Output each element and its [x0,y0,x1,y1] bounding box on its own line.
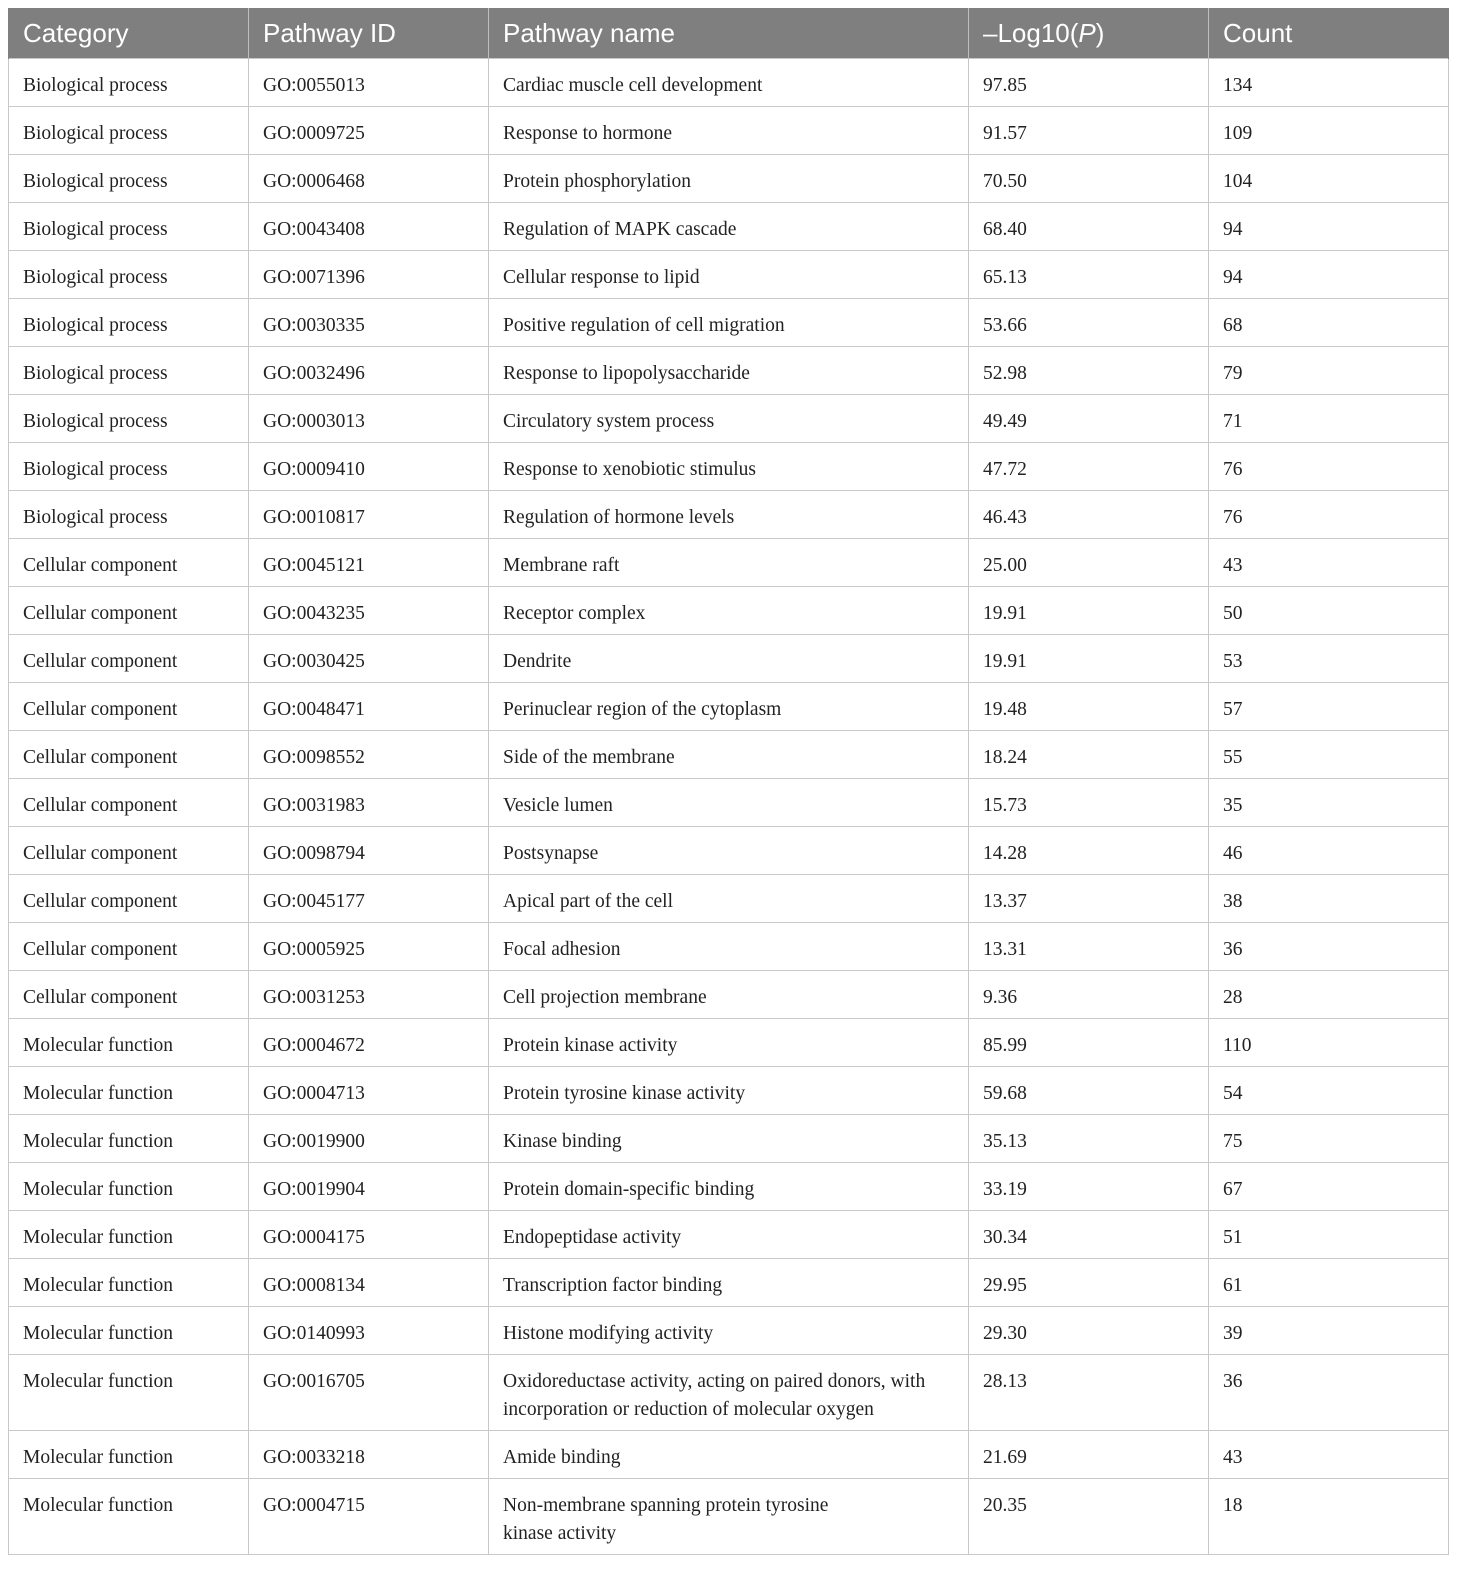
cell-pathway-name-line: incorporation or reduction of molecular oxygen [503,1399,874,1420]
cell-pathway-name: Apical part of the cell [489,875,969,923]
cell-log-p: 25.00 [969,539,1209,587]
cell-count: 57 [1209,683,1449,731]
cell-category: Cellular component [9,731,249,779]
cell-category: Molecular function [9,1163,249,1211]
cell-count: 110 [1209,1019,1449,1067]
cell-log-p: 97.85 [969,59,1209,107]
cell-count: 43 [1209,1431,1449,1479]
table-row [9,1479,1449,1555]
cell-category: Molecular function [9,1431,249,1479]
cell-category: Biological process [9,491,249,539]
cell-log-p: 49.49 [969,395,1209,443]
cell-pathway-id: GO:0031253 [249,971,489,1019]
cell-log-p: 47.72 [969,443,1209,491]
table-row [9,1355,1449,1431]
cell-log-p: 28.13 [969,1355,1209,1431]
cell-log-p: 21.69 [969,1431,1209,1479]
table-row [9,1163,1449,1211]
cell-pathway-name: Positive regulation of cell migration [489,299,969,347]
cell-pathway-name-line: Oxidoreductase activity, acting on paired donors, with [503,1371,926,1392]
cell-category: Molecular function [9,1019,249,1067]
cell-count: 35 [1209,779,1449,827]
cell-pathway-id: GO:0004672 [249,1019,489,1067]
cell-pathway-id: GO:0032496 [249,347,489,395]
cell-pathway-name: Response to hormone [489,107,969,155]
cell-count: 94 [1209,251,1449,299]
cell-category: Biological process [9,299,249,347]
table-row [9,1431,1449,1479]
cell-count: 51 [1209,1211,1449,1259]
cell-log-p: 19.48 [969,683,1209,731]
cell-pathway-name: Response to lipopolysaccharide [489,347,969,395]
cell-count: 134 [1209,59,1449,107]
cell-pathway-name: Regulation of hormone levels [489,491,969,539]
cell-count: 46 [1209,827,1449,875]
cell-log-p: 15.73 [969,779,1209,827]
cell-pathway-id: GO:0016705 [249,1355,489,1431]
cell-pathway-name: Protein domain-specific binding [489,1163,969,1211]
cell-category: Cellular component [9,683,249,731]
table-row [9,971,1449,1019]
table-row [9,155,1449,203]
cell-log-p: 53.66 [969,299,1209,347]
cell-pathway-name: Membrane raft [489,539,969,587]
table-row [9,1307,1449,1355]
table-row [9,635,1449,683]
cell-pathway-name: Vesicle lumen [489,779,969,827]
cell-pathway-name: Amide binding [489,1431,969,1479]
cell-pathway-name: Circulatory system process [489,395,969,443]
cell-pathway-name: Perinuclear region of the cytoplasm [489,683,969,731]
cell-pathway-id: GO:0045121 [249,539,489,587]
cell-pathway-id: GO:0048471 [249,683,489,731]
cell-pathway-name: Histone modifying activity [489,1307,969,1355]
table-row [9,539,1449,587]
cell-category: Molecular function [9,1479,249,1555]
cell-count: 79 [1209,347,1449,395]
cell-count: 104 [1209,155,1449,203]
cell-pathway-id: GO:0031983 [249,779,489,827]
cell-log-p: 35.13 [969,1115,1209,1163]
cell-category: Biological process [9,203,249,251]
cell-count: 50 [1209,587,1449,635]
cell-log-p: 33.19 [969,1163,1209,1211]
cell-log-p: 59.68 [969,1067,1209,1115]
cell-count: 28 [1209,971,1449,1019]
cell-category: Molecular function [9,1355,249,1431]
cell-pathway-name: Response to xenobiotic stimulus [489,443,969,491]
cell-count: 75 [1209,1115,1449,1163]
cell-pathway-name: Regulation of MAPK cascade [489,203,969,251]
go-enrichment-table-container [8,8,1448,1555]
table-row [9,107,1449,155]
cell-log-p: 19.91 [969,587,1209,635]
cell-pathway-id: GO:0140993 [249,1307,489,1355]
cell-pathway-name [489,1479,969,1555]
cell-category: Cellular component [9,827,249,875]
cell-pathway-name [489,1355,969,1431]
cell-pathway-id: GO:0004713 [249,1067,489,1115]
cell-count: 54 [1209,1067,1449,1115]
cell-pathway-id: GO:0043235 [249,587,489,635]
cell-category: Cellular component [9,635,249,683]
cell-pathway-id: GO:0033218 [249,1431,489,1479]
cell-category: Cellular component [9,779,249,827]
cell-count: 53 [1209,635,1449,683]
table-body [9,59,1449,1555]
cell-count: 109 [1209,107,1449,155]
cell-category: Biological process [9,155,249,203]
table-row [9,587,1449,635]
table-row [9,59,1449,107]
cell-log-p: 30.34 [969,1211,1209,1259]
cell-category: Molecular function [9,1211,249,1259]
cell-log-p: 70.50 [969,155,1209,203]
cell-pathway-name: Dendrite [489,635,969,683]
cell-log-p: 9.36 [969,971,1209,1019]
cell-pathway-name: Side of the membrane [489,731,969,779]
table-row [9,395,1449,443]
cell-pathway-id: GO:0009410 [249,443,489,491]
cell-category: Cellular component [9,875,249,923]
table-header [9,8,1449,59]
cell-count: 71 [1209,395,1449,443]
cell-pathway-name: Endopeptidase activity [489,1211,969,1259]
cell-log-p: 20.35 [969,1479,1209,1555]
table-row [9,1259,1449,1307]
cell-count: 76 [1209,443,1449,491]
header-row [9,8,1449,59]
header-log-p-var: P [1078,17,1096,48]
table-row [9,251,1449,299]
cell-category: Molecular function [9,1115,249,1163]
cell-category: Molecular function [9,1259,249,1307]
cell-log-p: 91.57 [969,107,1209,155]
table-row [9,1211,1449,1259]
cell-category: Biological process [9,443,249,491]
cell-log-p: 13.31 [969,923,1209,971]
cell-pathway-id: GO:0019904 [249,1163,489,1211]
table-row [9,875,1449,923]
cell-log-p: 19.91 [969,635,1209,683]
cell-pathway-id: GO:0098552 [249,731,489,779]
cell-pathway-id: GO:0098794 [249,827,489,875]
cell-pathway-name-line: kinase activity [503,1523,617,1544]
cell-pathway-name: Transcription factor binding [489,1259,969,1307]
header-log-p-prefix: –Log10( [983,17,1079,48]
header-pathway-id: Pathway ID [249,8,489,59]
cell-count: 55 [1209,731,1449,779]
cell-log-p: 65.13 [969,251,1209,299]
table-row [9,779,1449,827]
cell-pathway-name: Protein kinase activity [489,1019,969,1067]
cell-pathway-id: GO:0045177 [249,875,489,923]
table-row [9,923,1449,971]
cell-category: Biological process [9,395,249,443]
header-pathway-name: Pathway name [489,8,969,59]
cell-pathway-id: GO:0006468 [249,155,489,203]
cell-log-p: 18.24 [969,731,1209,779]
cell-pathway-name: Cell projection membrane [489,971,969,1019]
header-log-p [969,8,1209,59]
cell-pathway-id: GO:0030425 [249,635,489,683]
cell-count: 36 [1209,923,1449,971]
table-row [9,827,1449,875]
cell-pathway-id: GO:0071396 [249,251,489,299]
cell-category: Cellular component [9,923,249,971]
cell-pathway-id: GO:0008134 [249,1259,489,1307]
cell-log-p: 46.43 [969,491,1209,539]
table-row [9,1019,1449,1067]
cell-pathway-name: Protein tyrosine kinase activity [489,1067,969,1115]
cell-pathway-id: GO:0010817 [249,491,489,539]
table-row [9,203,1449,251]
cell-count: 76 [1209,491,1449,539]
header-category: Category [9,8,249,59]
cell-log-p: 68.40 [969,203,1209,251]
cell-pathway-name: Postsynapse [489,827,969,875]
table-row [9,491,1449,539]
cell-count: 67 [1209,1163,1449,1211]
cell-log-p: 14.28 [969,827,1209,875]
cell-pathway-id: GO:0005925 [249,923,489,971]
cell-log-p: 13.37 [969,875,1209,923]
cell-pathway-id: GO:0030335 [249,299,489,347]
cell-pathway-id: GO:0004715 [249,1479,489,1555]
cell-category: Molecular function [9,1307,249,1355]
cell-pathway-name-line: Non-membrane spanning protein tyrosine [503,1495,829,1516]
table-row [9,1115,1449,1163]
cell-pathway-name: Kinase binding [489,1115,969,1163]
cell-pathway-id: GO:0043408 [249,203,489,251]
table-row [9,1067,1449,1115]
table-row [9,299,1449,347]
header-count: Count [1209,8,1449,59]
table-row [9,683,1449,731]
cell-pathway-name: Receptor complex [489,587,969,635]
cell-log-p: 85.99 [969,1019,1209,1067]
cell-pathway-name: Protein phosphorylation [489,155,969,203]
cell-count: 39 [1209,1307,1449,1355]
cell-pathway-id: GO:0003013 [249,395,489,443]
cell-category: Biological process [9,251,249,299]
cell-pathway-id: GO:0019900 [249,1115,489,1163]
table-row [9,443,1449,491]
go-enrichment-table [8,8,1449,1555]
table-row [9,347,1449,395]
cell-pathway-id: GO:0055013 [249,59,489,107]
cell-log-p: 52.98 [969,347,1209,395]
cell-category: Biological process [9,347,249,395]
cell-category: Cellular component [9,587,249,635]
cell-pathway-name: Cellular response to lipid [489,251,969,299]
cell-count: 38 [1209,875,1449,923]
header-log-p-suffix: ) [1095,17,1105,48]
cell-category: Cellular component [9,539,249,587]
table-row [9,731,1449,779]
cell-log-p: 29.30 [969,1307,1209,1355]
cell-category: Molecular function [9,1067,249,1115]
cell-pathway-name: Focal adhesion [489,923,969,971]
cell-count: 68 [1209,299,1449,347]
cell-pathway-id: GO:0009725 [249,107,489,155]
cell-log-p: 29.95 [969,1259,1209,1307]
cell-count: 61 [1209,1259,1449,1307]
cell-pathway-name: Cardiac muscle cell development [489,59,969,107]
cell-category: Biological process [9,59,249,107]
cell-category: Cellular component [9,971,249,1019]
cell-count: 36 [1209,1355,1449,1431]
cell-count: 18 [1209,1479,1449,1555]
cell-pathway-id: GO:0004175 [249,1211,489,1259]
cell-count: 94 [1209,203,1449,251]
cell-count: 43 [1209,539,1449,587]
cell-category: Biological process [9,107,249,155]
